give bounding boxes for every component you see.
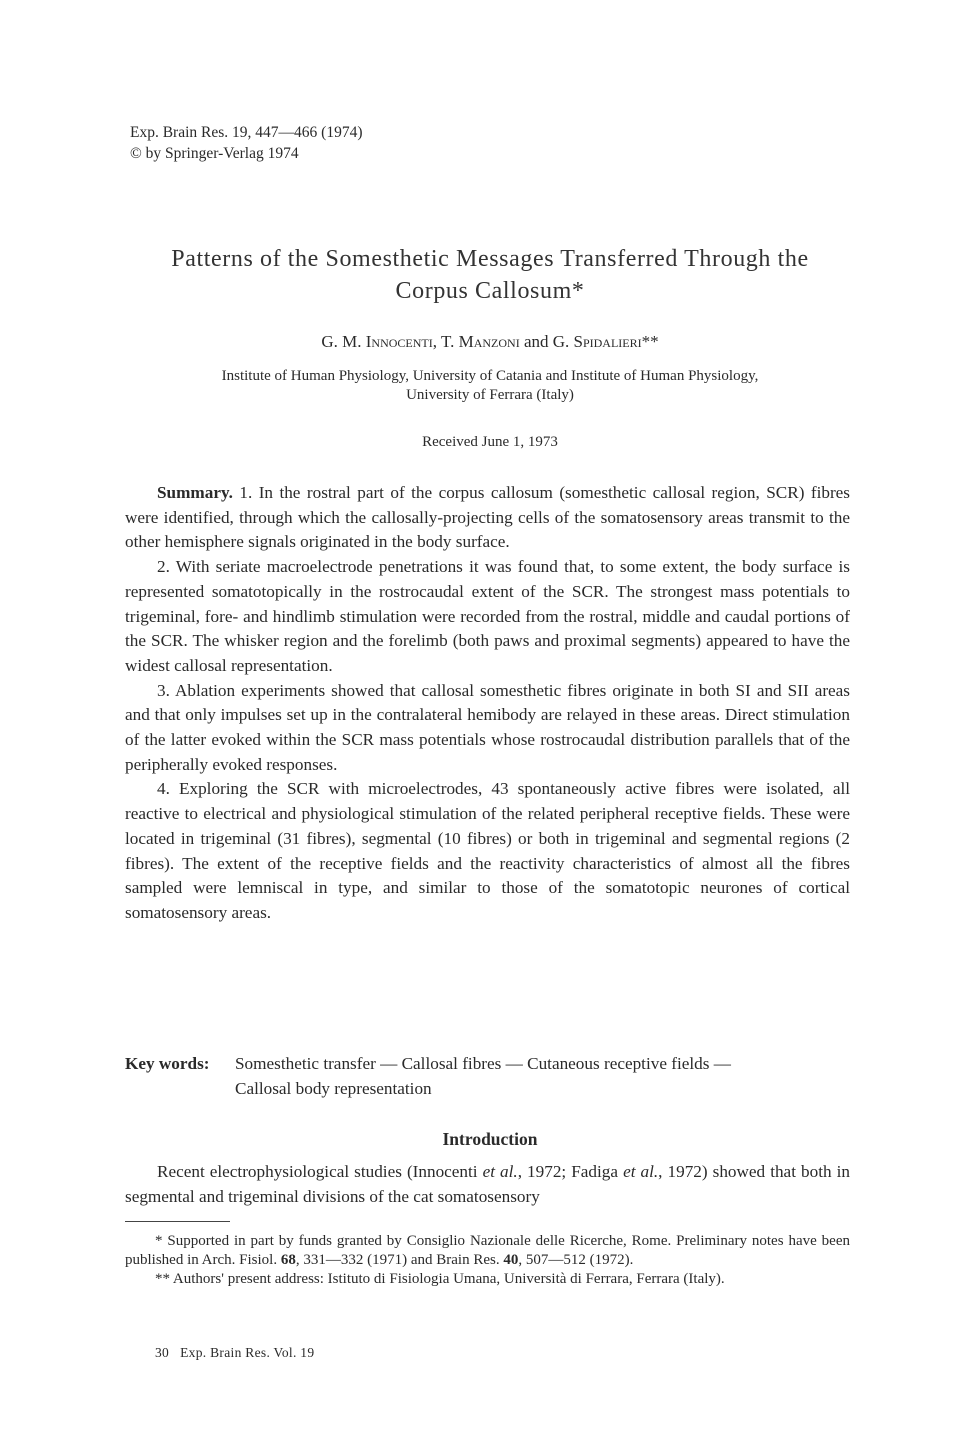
summary-paragraph-3: 3. Ablation experiments showed that callosal somesthetic fibres originate in both SI and SII areas and that only impulses set up in the contralateral hemibody are relayed in these areas. Direct stimulation of the latter evoked within the SCR mass potentials whose rostrocaudal distribution parallels that of the peripherally evoked responses. <box>125 680 850 774</box>
footnote-1-part-c: , 507—512 (1972). <box>518 1252 634 1268</box>
author-2-surname: Manzoni <box>458 332 520 351</box>
summary-paragraph-4: 4. Exploring the SCR with microelectrodes, 43 spontaneously active fibres were isolated, all reactive to electrical and physiological stimulation of the related peripheral receptive fields. These were located in trigeminal (31 fibres), segmental (10 fibres) or both in trigeminal and segmental regions (2 fibres). The extent of the receptive fields and the reactivity characteristics of almost all the fibres sampled were lemniscal in type, and similar to those of the somatotopic neurones of cortical somatosensory areas. <box>125 779 850 922</box>
keywords-line-1: Somesthetic transfer — Callosal fibres — Cutaneous receptive fields — <box>235 1054 731 1073</box>
summary-label: Summary. <box>157 483 233 502</box>
keywords-line-2: Callosal body representation <box>235 1078 432 1098</box>
author-3-footnote-mark: ** <box>641 332 659 351</box>
journal-citation: Exp. Brain Res. 19, 447—466 (1974) <box>130 124 363 141</box>
keywords-list <box>235 1052 865 1101</box>
affiliation <box>110 367 870 405</box>
title-line-1: Patterns of the Somesthetic Messages Transferred Through the <box>171 246 809 272</box>
introduction-text <box>125 1160 850 1209</box>
footnote-1-part-a: * Supported in part by funds granted by Consiglio Nazionale delle Ricerche, Rome. Preliminary notes have been published in Arch. Fisiol. <box>125 1233 850 1268</box>
author-1-surname: Innocenti <box>365 332 433 351</box>
affiliation-line-1: Institute of Human Physiology, University of Catania and Institute of Human Physiology, <box>221 368 759 384</box>
summary-section <box>125 481 850 926</box>
affiliation-line-2: University of Ferrara (Italy) <box>406 387 574 403</box>
summary-paragraph-2: 2. With seriate macroelectrode penetrations it was found that, to some extent, the body surface is represented somatotopically in the rostrocaudal extent of the SCR. The strongest mass potentials to trigeminal, fore- and hindlimb stimulation were recorded from the rostral, middle and caudal portions of the SCR. The whisker region and the forelimb (both paws and proximal segments) appeared to have the widest callosal representation. <box>125 557 850 675</box>
keywords-label: Key words: <box>125 1054 210 1073</box>
footnote-1 <box>125 1232 850 1270</box>
author-3-surname: Spidalieri <box>573 332 642 351</box>
page-footer: 30 Exp. Brain Res. Vol. 19 <box>155 1345 315 1360</box>
copyright-line: © by Springer-Verlag 1974 <box>130 145 299 162</box>
received-date: Received June 1, 1973 <box>422 434 558 450</box>
footnotes <box>125 1232 850 1289</box>
paper-title <box>110 243 870 307</box>
footnote-2: ** Authors' present address: Istituto di Fisiologia Umana, Università di Ferrara, Ferrara (Italy). <box>155 1271 725 1287</box>
title-line-2: Corpus Callosum* <box>395 278 585 304</box>
author-separator-1: , T. <box>432 332 459 351</box>
introduction-heading: Introduction <box>442 1129 538 1149</box>
intro-et-al-1: et al. <box>482 1162 518 1181</box>
summary-paragraph-1 <box>125 481 850 555</box>
journal-reference <box>130 122 362 164</box>
footnote-divider <box>125 1221 230 1222</box>
footnote-1-part-b: , 331—332 (1971) and Brain Res. <box>295 1252 504 1268</box>
introduction-paragraph <box>125 1160 850 1209</box>
summary-text-1: 1. In the rostral part of the corpus callosum (somesthetic callosal region, SCR) fibres were identified, through which the callosally-projecting cells of the somatosensory areas transmit to the other hemisphere signals originated in the body surface. <box>125 483 850 552</box>
author-list <box>110 331 870 353</box>
intro-et-al-2: et al. <box>623 1162 659 1181</box>
footnote-1-volume-1: 68 <box>280 1252 296 1268</box>
footnote-1-volume-2: 40 <box>503 1252 519 1268</box>
intro-text-part-c: , 1972) showed that both in segmental and trigeminal divisions of the cat somatosensory <box>125 1162 850 1206</box>
author-1-initials: G. M. <box>321 332 366 351</box>
author-separator-2: and G. <box>519 332 574 351</box>
intro-text-part-b: , 1972; Fadiga <box>517 1162 624 1181</box>
intro-text-part-a: Recent electrophysiological studies (Innocenti <box>157 1162 483 1181</box>
